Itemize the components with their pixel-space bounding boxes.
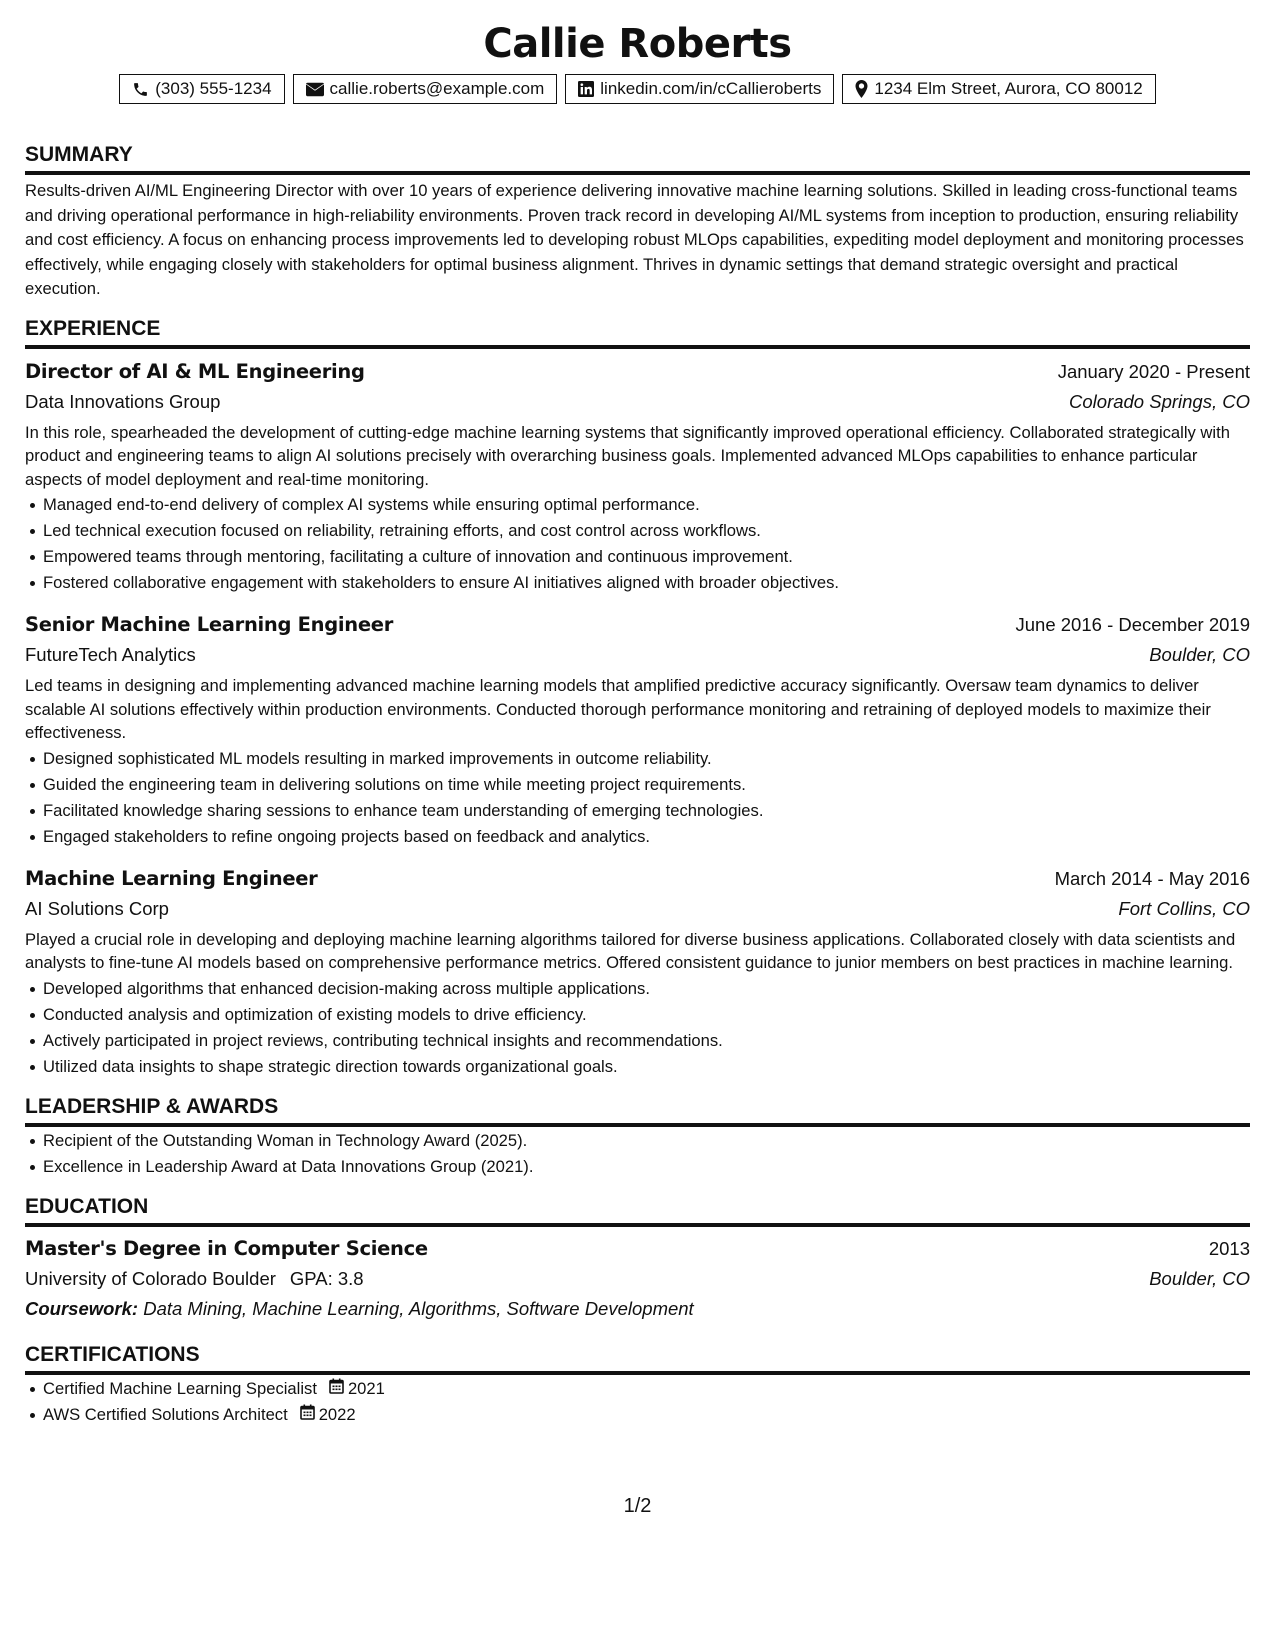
job-title: Machine Learning Engineer [25, 866, 318, 890]
contact-email[interactable] [293, 74, 558, 104]
summary-section [25, 142, 1250, 302]
job-entry [25, 357, 1250, 597]
degree: Master's Degree in Computer Science [25, 1236, 428, 1260]
job-location: Colorado Springs, CO [1069, 390, 1250, 412]
job-description: Played a crucial role in developing and deploying machine learning algorithms tailored for diverse business applications. Collaborated closely with data scientists and analysts to fine-tune AI models based on comprehensive performance metrics. Offered consistent guidance to junior members on best practices in machine learning. [25, 929, 1236, 972]
calendar-icon [300, 1402, 315, 1428]
job-location: Boulder, CO [1149, 644, 1250, 665]
section-title-leadership: LEADERSHIP & AWARDS [25, 1094, 1250, 1127]
education-entry [25, 1234, 1250, 1324]
job-dates: January 2020 - Present [1057, 360, 1250, 382]
list-item: Managed end-to-end delivery of complex AI systems while ensuring optimal performance. [43, 492, 1250, 518]
coursework [25, 1294, 1250, 1324]
school-name: University of Colorado Boulder [25, 1267, 276, 1289]
calendar-icon [329, 1376, 344, 1402]
contact-email-text: callie.roberts@example.com [329, 79, 545, 98]
job-dates: March 2014 - May 2016 [1054, 867, 1250, 889]
leadership-section [25, 1094, 1250, 1180]
phone-icon [132, 81, 149, 98]
envelope-icon [306, 82, 324, 97]
list-item: Conducted analysis and optimization of existing models to drive efficiency. [43, 1002, 1250, 1028]
list-item: Engaged stakeholders to refine ongoing projects based on feedback and analytics. [43, 824, 1250, 850]
section-title-summary: SUMMARY [25, 142, 1250, 175]
job-company: FutureTech Analytics [25, 644, 196, 665]
education-section [25, 1194, 1250, 1324]
job-description: In this role, spearheaded the development of cutting-edge machine learning systems that significantly improved operational efficiency. Collaborated strategically with product and engineering teams to align AI solutions precisely with overarching business goals. Implemented advanced MLOps capabilities to enhance particular aspects of model deployment and real-time monitoring. [25, 422, 1230, 489]
page-number: 1/2 [623, 1495, 652, 1517]
list-item: Developed algorithms that enhanced decision-making across multiple applications. [43, 976, 1250, 1002]
certification-date [300, 1402, 356, 1428]
list-item: Facilitated knowledge sharing sessions to enhance team understanding of emerging technologies. [43, 798, 1250, 824]
list-item [43, 1376, 1250, 1402]
contact-linkedin-text: linkedin.com/in/cCallieroberts [600, 79, 822, 98]
certification-year: 2022 [318, 1404, 356, 1424]
contact-phone-text: (303) 555-1234 [155, 79, 272, 98]
job-company: Data Innovations Group [25, 390, 221, 412]
contact-address-text: 1234 Elm Street, Aurora, CO 80012 [874, 79, 1143, 98]
summary-text: Results-driven AI/ML Engineering Director with over 10 years of experience delivering innovative machine learning solutions. Skilled in leading cross-functional teams and driving operational performance in high-reliability environments. Proven track record in developing AI/ML systems from inception to production, ensuring reliability and cost efficiency. A focus on enhancing process improvements led to developing robust MLOps capabilities, expediting model deployment and monitoring processes effectively, while engaging closely with stakeholders for optimal business alignment. Thrives in dynamic settings that demand strategic oversight and practical execution. [25, 181, 1244, 298]
job-location: Fort Collins, CO [1118, 897, 1250, 919]
graduation-year: 2013 [1208, 1237, 1250, 1259]
list-item: Led technical execution focused on reliability, retraining efforts, and cost control across workflows. [43, 518, 1250, 544]
certification-name: Certified Machine Learning Specialist [43, 1378, 317, 1398]
job-bullets [25, 976, 1250, 1080]
list-item: Recipient of the Outstanding Woman in Technology Award (2025). [43, 1128, 1250, 1154]
map-marker-icon [855, 80, 868, 98]
contact-linkedin[interactable] [565, 74, 834, 104]
school-line [25, 1265, 364, 1293]
certification-name: AWS Certified Solutions Architect [43, 1404, 288, 1424]
contact-bar [25, 74, 1250, 104]
certifications-list [25, 1376, 1250, 1428]
section-title-experience: EXPERIENCE [25, 316, 1250, 349]
job-bullets [25, 746, 1250, 850]
job-entry [25, 864, 1250, 1080]
job-title: Senior Machine Learning Engineer [25, 613, 394, 636]
resume-content [25, 20, 1250, 1428]
job-company: AI Solutions Corp [25, 897, 169, 919]
contact-address[interactable] [842, 74, 1155, 104]
job-entry [25, 610, 1250, 850]
experience-section [25, 316, 1250, 1080]
contact-phone[interactable] [119, 74, 284, 104]
list-item: Designed sophisticated ML models resulting in marked improvements in outcome reliability. [43, 746, 1250, 772]
list-item: Empowered teams through mentoring, facilitating a culture of innovation and continuous improvement. [43, 544, 1250, 570]
list-item: Excellence in Leadership Award at Data Innovations Group (2021). [43, 1154, 1250, 1180]
section-title-certifications: CERTIFICATIONS [25, 1342, 1250, 1375]
job-dates: June 2016 - December 2019 [1015, 614, 1250, 635]
list-item [43, 1402, 1250, 1428]
certification-date [329, 1376, 385, 1402]
list-item: Guided the engineering team in delivering solutions on time while meeting project requirements. [43, 772, 1250, 798]
list-item: Fostered collaborative engagement with stakeholders to ensure AI initiatives aligned with broader objectives. [43, 570, 1250, 596]
linkedin-icon [578, 81, 594, 97]
candidate-name: Callie Roberts [483, 21, 792, 67]
list-item: Utilized data insights to shape strategic direction towards organizational goals. [43, 1054, 1250, 1080]
coursework-list: Data Mining, Machine Learning, Algorithms, Software Development [143, 1297, 694, 1319]
job-bullets [25, 492, 1250, 596]
certification-year: 2021 [347, 1378, 385, 1398]
awards-list [25, 1128, 1250, 1180]
job-title: Director of AI & ML Engineering [25, 359, 365, 383]
certifications-section [25, 1342, 1250, 1428]
coursework-label: Coursework: [25, 1297, 139, 1319]
section-title-education: EDUCATION [25, 1194, 1250, 1227]
job-description: Led teams in designing and implementing advanced machine learning models that amplified predictive accuracy significantly. Oversaw team dynamics to deliver scalable AI solutions effectively within production environments. Conducted thorough performance monitoring and retraining of deployed models to maximize their effectiveness. [25, 676, 1211, 742]
school-location: Boulder, CO [1149, 1267, 1250, 1289]
list-item: Actively participated in project reviews, contributing technical insights and recommendations. [43, 1028, 1250, 1054]
gpa: GPA: 3.8 [289, 1267, 364, 1289]
